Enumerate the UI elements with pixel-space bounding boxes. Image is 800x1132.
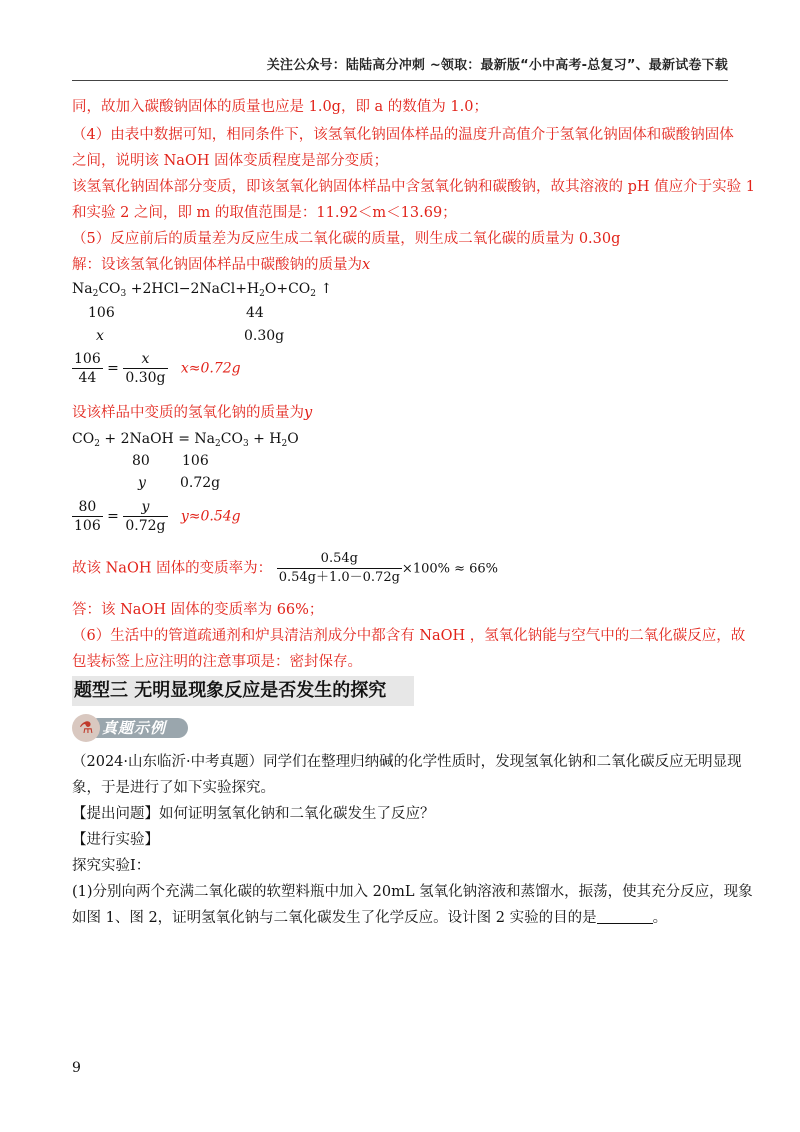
question-text: 如图 1、图 2，证明氢氧化钠与二氧化碳发生了化学反应。设计图 2 实验的目的是 [72, 910, 597, 926]
flask-icon: ⚗ [79, 718, 94, 737]
question-line: 探究实验Ⅰ： [72, 858, 151, 874]
page-number: 9 [72, 1060, 81, 1076]
molar-mass: 44 [246, 305, 264, 321]
chemical-equation-2: $CO_2$ + 2NaOH = $Na_2CO_3 + H_2O$ [72, 431, 299, 449]
answer-line: 包装标签上应注明的注意事项是：密封保存。 [72, 654, 362, 670]
question-line: （2024·山东临沂·中考真题）同学们在整理归纳碱的化学性质时，发现氢氧化钠和二氧化碳反应无明显现 [72, 754, 742, 770]
ratio-result: x≈0.72g [180, 360, 241, 377]
question-line: 【进行实验】 [72, 832, 159, 848]
variable: x [362, 257, 371, 273]
answer-text: 解：设该氢氧化钠固体样品中碳酸钠的质量为 [72, 257, 362, 273]
answer-line: 之间，说明该 NaOH 固体变质程度是部分变质； [72, 153, 389, 169]
fraction-numerator: 80 [72, 498, 103, 517]
answer-line [72, 255, 728, 275]
variable: y [304, 405, 313, 421]
header-rule [72, 80, 728, 81]
fraction-numerator: x [123, 350, 167, 369]
answer-line: （4）由表中数据可知，相同条件下，该氢氧化钠固体样品的温度升高值介于氢氧化钠固体和碳酸钠固体 [72, 127, 734, 143]
fraction-numerator: 106 [74, 351, 101, 367]
question-line: (1)分别向两个充满二氧化碳的软塑料瓶中加入 20mL 氢氧化钠溶液和蒸馏水，振荡，使其充分反应，现象 [72, 884, 753, 900]
fraction-numerator: 0.54g [277, 550, 402, 569]
answer-text: 设该样品中变质的氢氧化钠的质量为 [72, 405, 304, 421]
variable: x [96, 328, 104, 344]
answer-line [72, 403, 728, 423]
question-end: 。 [652, 910, 668, 926]
answer-line: 和实验 2 之间，即 m 的取值范围是：11.92＜m＜13.69； [72, 205, 457, 221]
fraction-denominator: 0.54g＋1.0－0.72g [278, 570, 400, 585]
example-badge [72, 713, 190, 743]
fraction-denominator: 106 [74, 518, 101, 534]
chemical-equation-1: $Na_2CO_3$ $+2HCl-2NaCl+H_2O+CO_2$ ↑ [72, 281, 333, 299]
deterioration-rate-line [72, 550, 498, 587]
ratio-result: y≈0.54g [180, 508, 241, 525]
question-line [72, 908, 728, 928]
answer-text: 故该 NaOH 固体的变质率为： [72, 560, 273, 577]
mass-value: 0.30g [244, 328, 285, 344]
ratio-1: $\frac{106}{44}$ = $\frac{x}{0.30g}$ x≈0.72g [74, 351, 241, 386]
percent-result: ×100% ≈ 66% [401, 561, 499, 577]
question-line: 象，于是进行了如下实验探究。 [72, 780, 275, 796]
fraction-denominator: 0.72g [125, 518, 166, 534]
answer-line: （6）生活中的管道疏通剂和炉具清洁剂成分中都含有 NaOH ，氢氧化钠能与空气中的二氧化碳反应，故 [72, 628, 746, 644]
answer-line: 该氢氧化钠固体部分变质，即该氢氧化钠固体样品中含氢氧化钠和碳酸钠，故其溶液的 pH 值应介于实验 1 [72, 179, 755, 195]
answer-line: （5）反应前后的质量差为反应生成二氧化碳的质量，则生成二氧化碳的质量为 0.30g [72, 231, 621, 247]
variable: y [138, 475, 146, 491]
answer-blank[interactable] [597, 909, 653, 924]
answer-line: 答：该 NaOH 固体的变质率为 66%； [72, 602, 324, 618]
molar-mass: 106 [88, 305, 115, 321]
section-title: 题型三 无明显现象反应是否发生的探究 [72, 676, 414, 706]
molar-mass: 106 [182, 453, 209, 469]
mass-value: 0.72g [180, 475, 221, 491]
molar-mass: 80 [132, 453, 150, 469]
page-header: 关注公众号：陆陆高分冲刺 ~领取：最新版“小中高考-总复习”、最新试卷下载 [266, 58, 728, 73]
ratio-2: $\frac{80}{106}$ = $\frac{y}{0.72g}$ y≈0.54g [74, 499, 241, 534]
fraction-denominator: 0.30g [125, 370, 166, 386]
fraction-numerator: y [123, 498, 167, 517]
badge-label: 真题示例 [102, 719, 167, 737]
answer-line: 同，故加入碳酸钠固体的质量也应是 1.0g，即 a 的数值为 1.0； [72, 99, 488, 115]
fraction-denominator: 44 [78, 370, 97, 386]
question-line: 【提出问题】如何证明氢氧化钠和二氧化碳发生了反应？ [72, 806, 435, 822]
